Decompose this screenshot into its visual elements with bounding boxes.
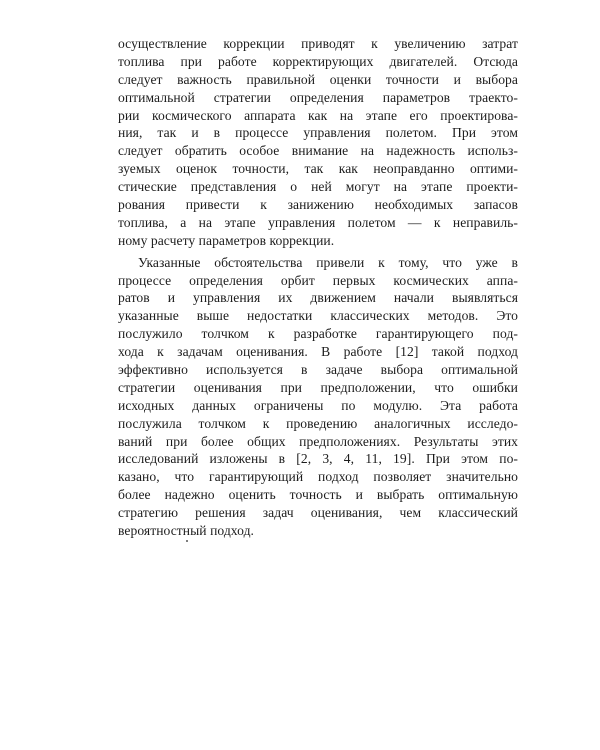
- text-line: вероятностный подход.: [118, 523, 255, 539]
- text-line: исходных данных ограничены по модулю. Эта работа: [118, 397, 518, 413]
- text-line: исследований изложены в [2, 3, 4, 11, 19]. При этом по-: [118, 451, 518, 467]
- text-line: ния, так и в процессе управления полетом. При этом: [118, 125, 518, 141]
- text-line: более надежно оценить точность и выбрать оптимальную: [118, 487, 518, 503]
- text-line: топлива, а на этапе управления полетом — к неправиль-: [118, 214, 518, 230]
- text-line: оптимальной стратегии определения параметров траекто-: [118, 89, 518, 105]
- body-text: [118, 35, 518, 540]
- paragraph-2: [118, 254, 518, 540]
- text-line: осуществление коррекции приводят к увеличению затрат: [118, 36, 518, 51]
- text-line: послужило толчком к разработке гарантирующего под-: [118, 326, 518, 342]
- text-line: указанные выше недостатки классических методов. Это: [118, 308, 518, 324]
- text-line: ваний при более общих предположениях. Результаты этих: [118, 433, 518, 449]
- text-line: эффективно используется в задаче выбора оптимальной: [118, 362, 518, 378]
- paragraph-1: [118, 35, 518, 250]
- text-line: казано, что гарантирующий подход позволяет значительно: [118, 469, 518, 485]
- text-line: следует обратить особое внимание на надежность использ-: [118, 143, 518, 159]
- text-line: послужила толчком к проведению аналогичных исследо-: [118, 415, 518, 431]
- text-line: ратов и управления их движением начали выявляться: [118, 290, 518, 306]
- text-line: стратегию решения задач оценивания, чем классический: [118, 505, 518, 521]
- text-line: процессе определения орбит первых космических аппа-: [118, 272, 518, 288]
- text-line: ному расчету параметров коррекции.: [118, 232, 335, 248]
- text-line: рования привести к занижению необходимых запасов: [118, 197, 518, 213]
- text-line: зуемых оценок точности, так как неоправданно оптими-: [118, 161, 518, 177]
- text-line: топлива при работе корректирующих двигателей. Отсюда: [118, 53, 518, 69]
- text-line: следует важность правильной оценки точности и выбора: [118, 71, 518, 87]
- text-line: хода к задачам оценивания. В работе [12] такой подход: [118, 344, 518, 360]
- print-speck: [186, 540, 188, 542]
- text-line: Указанные обстоятельства привели к тому, что уже в: [138, 254, 518, 270]
- text-line: стические представления о ней могут на этапе проекти-: [118, 179, 518, 195]
- text-line: стратегии оценивания при предположении, что ошибки: [118, 379, 518, 395]
- text-line: рии космического аппарата как на этапе его проектирова-: [118, 107, 518, 123]
